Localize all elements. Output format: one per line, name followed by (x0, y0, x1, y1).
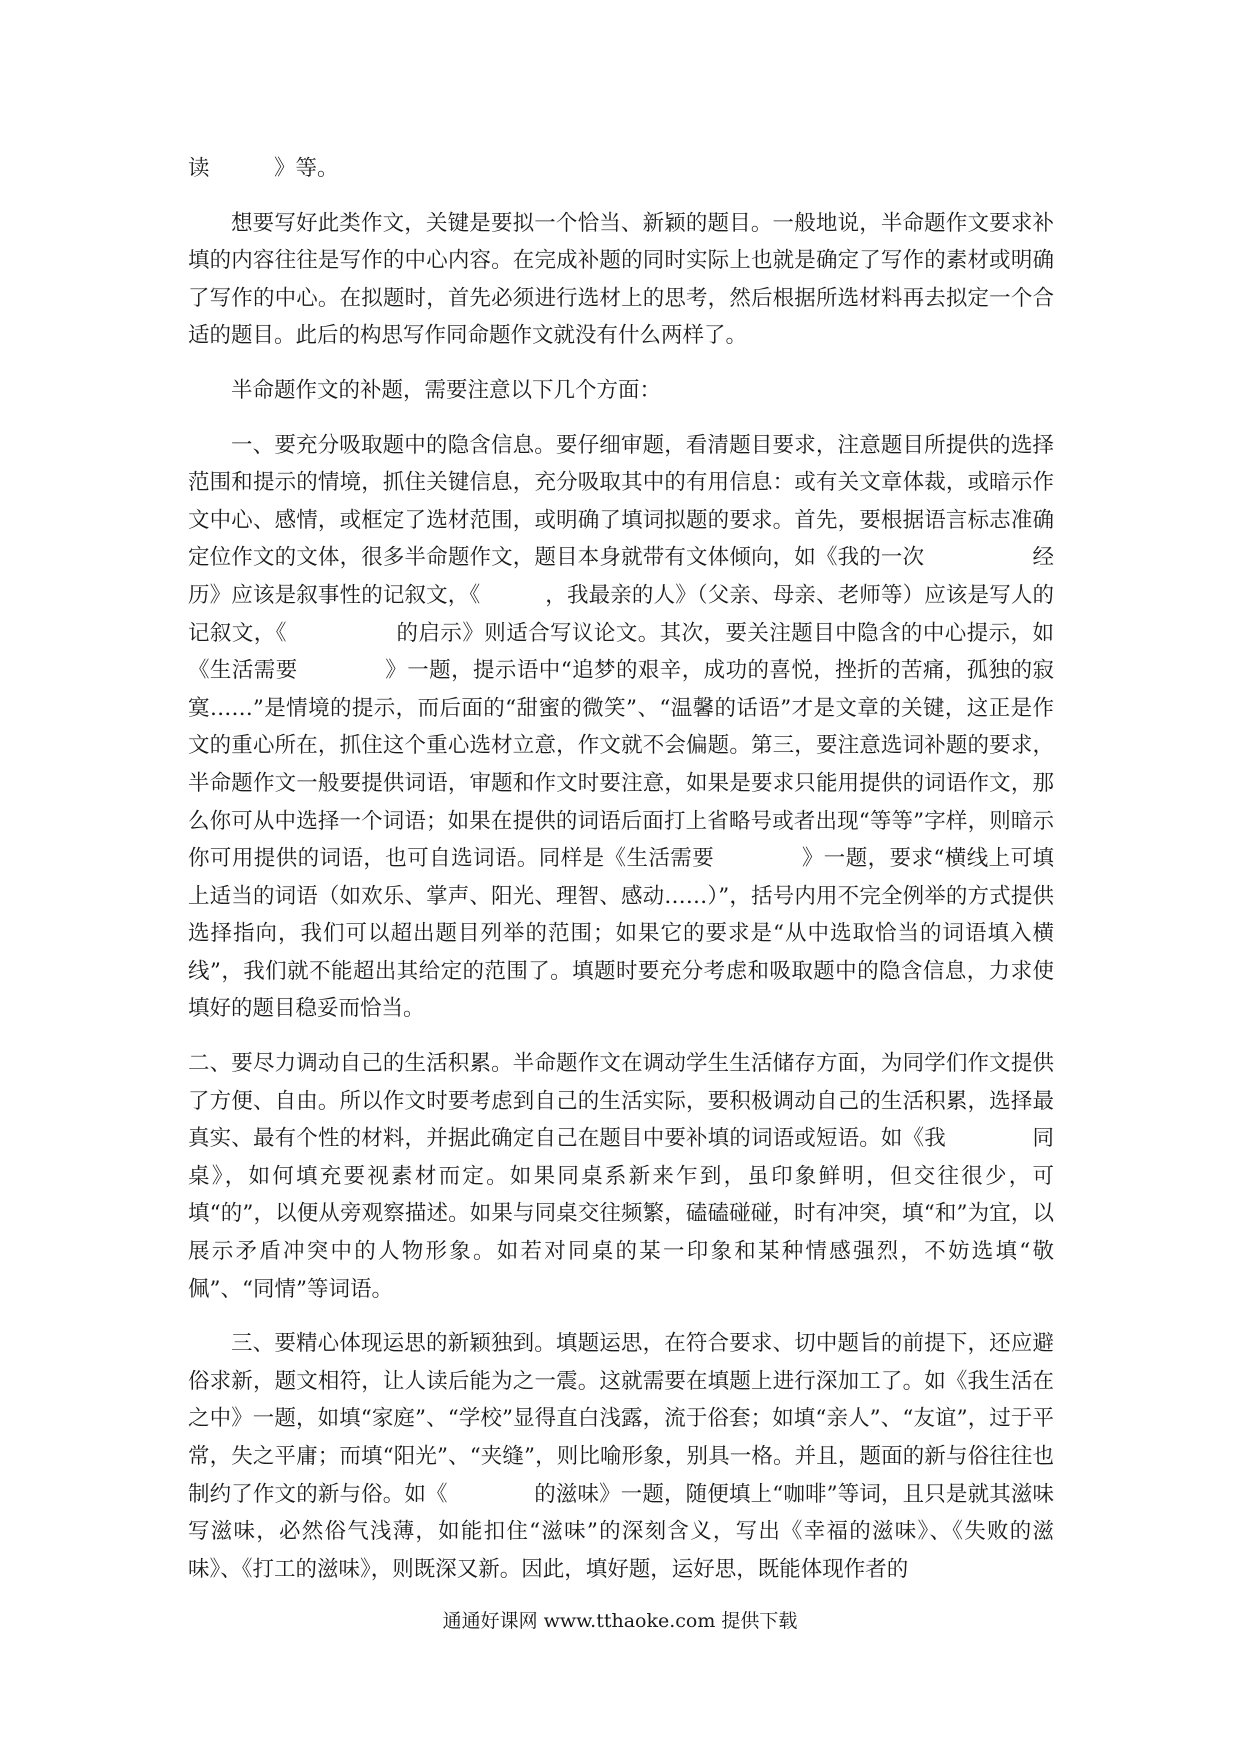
paragraph-point-two: 二、要尽力调动自己的生活积累。半命题作文在调动学生生活储存方面，为同学们作文提供了方便、自由。所以作文时要考虑到自己的生活实际，要积极调动自己的生活积累，选择最真实、最有个性的材料，并据此确定自己在题目中要补填的词语或短语。如《我 同桌》，如何填充要视素材而定。如果同桌系新来乍到，虽印象鲜明，但交往很少，可填“的”，以便从旁观察描述。如果与同桌交往频繁，磕磕碰碰，时有冲突，填“和”为宜，以展示矛盾冲突中的人物形象。如若对同桌的某一印象和某种情感强烈，不妨选填“敬佩”、“同情”等词语。 (188, 1051, 1054, 1302)
paragraph-point-three: 三、要精心体现运思的新颖独到。填题运思，在符合要求、切中题旨的前提下，还应避俗求新，题文相符，让人读后能为之一震。这就需要在填题上进行深加工了。如《我生活在 之中》一题，如填“家庭”、“学校”显得直白浅露，流于俗套；如填“亲人”、“友谊”，过于平常，失之平庸；而填“阳光”、“夹缝”，则比喻形象，别具一格。并且，题面的新与俗往往也制约了作文的新与俗。如《 的滋味》一题，随便填上“咖啡”等词，且只是就其滋味写滋味，必然俗气浅薄，如能扣住“滋味”的深刻含义，写出《幸福的滋味》、《失败的滋味》、《打工的滋味》，则既深又新。因此，填好题，运好思，既能体现作者的 (188, 1331, 1098, 1582)
paragraph-continuation: 读 》等。 (188, 156, 339, 181)
paragraph-intro: 想要写好此类作文，关键是要拟一个恰当、新颖的题目。一般地说，半命题作文要求补填的内容往往是写作的中心内容。在完成补题的同时实际上也就是确定了写作的素材或明确了写作的中心。在拟题时，首先必须进行选材上的思考，然后根据所选材料再去拟定一个合适的题目。此后的构思写作同命题作文就没有什么两样了。 (188, 210, 1054, 349)
page-footer: 通通好课网 www.tthaoke.com 提供下载 (442, 1610, 798, 1632)
paragraph-aspects-lead: 半命题作文的补题，需要注意以下几个方面： (231, 377, 662, 403)
paragraph-point-one: 一、要充分吸取题中的隐含信息。要仔细审题，看清题目要求，注意题目所提供的选择范围和提示的情境，抓住关键信息，充分吸取其中的有用信息：或有关文章体裁，或暗示作文中心、感情，或框定了选材范围，或明确了填词拟题的要求。首先，要根据语言标志准确定位作文的文体，很多半命题作文，题目本身就带有文体倾向，如《我的一次 经历》应该是叙事性的记叙文，《 ，我最亲的人》（父亲、母亲、老师等）应该是写人的记叙文，《 的启示》则适合写议论文。其次，要关注题目中隐含的中心提示，如《生活需要 》一题，提示语中“追梦的艰辛，成功的喜悦，挫折的苦痛，孤独的寂寞……”是情境的提示，而后面的“甜蜜的微笑”、“温馨的话语”才是文章的关键，这正是作文的重心所在，抓住这个重心选材立意，作文就不会偏题。第三，要注意选词补题的要求，半命题作文一般要提供词语，审题和作文时要注意，如果是要求只能用提供的词语作文，那么你可从中选择一个词语；如果在提供的词语后面打上省略号或者出现“等等”字样，则暗示你可用提供的词语，也可自选词语。同样是《生活需要 》一题，要求“横线上可填上适当的词语（如欢乐、掌声、阳光、理智、感动……）”，括号内用不完全例举的方式提供选择指向，我们可以超出题目列举的范围；如果它的要求是“从中选取恰当的词语填入横线”，我们就不能超出其给定的范围了。填题时要充分考虑和吸取题中的隐含信息，力求使填好的题目稳妥而恰当。 (188, 432, 1054, 1022)
document-body (188, 150, 1098, 1588)
